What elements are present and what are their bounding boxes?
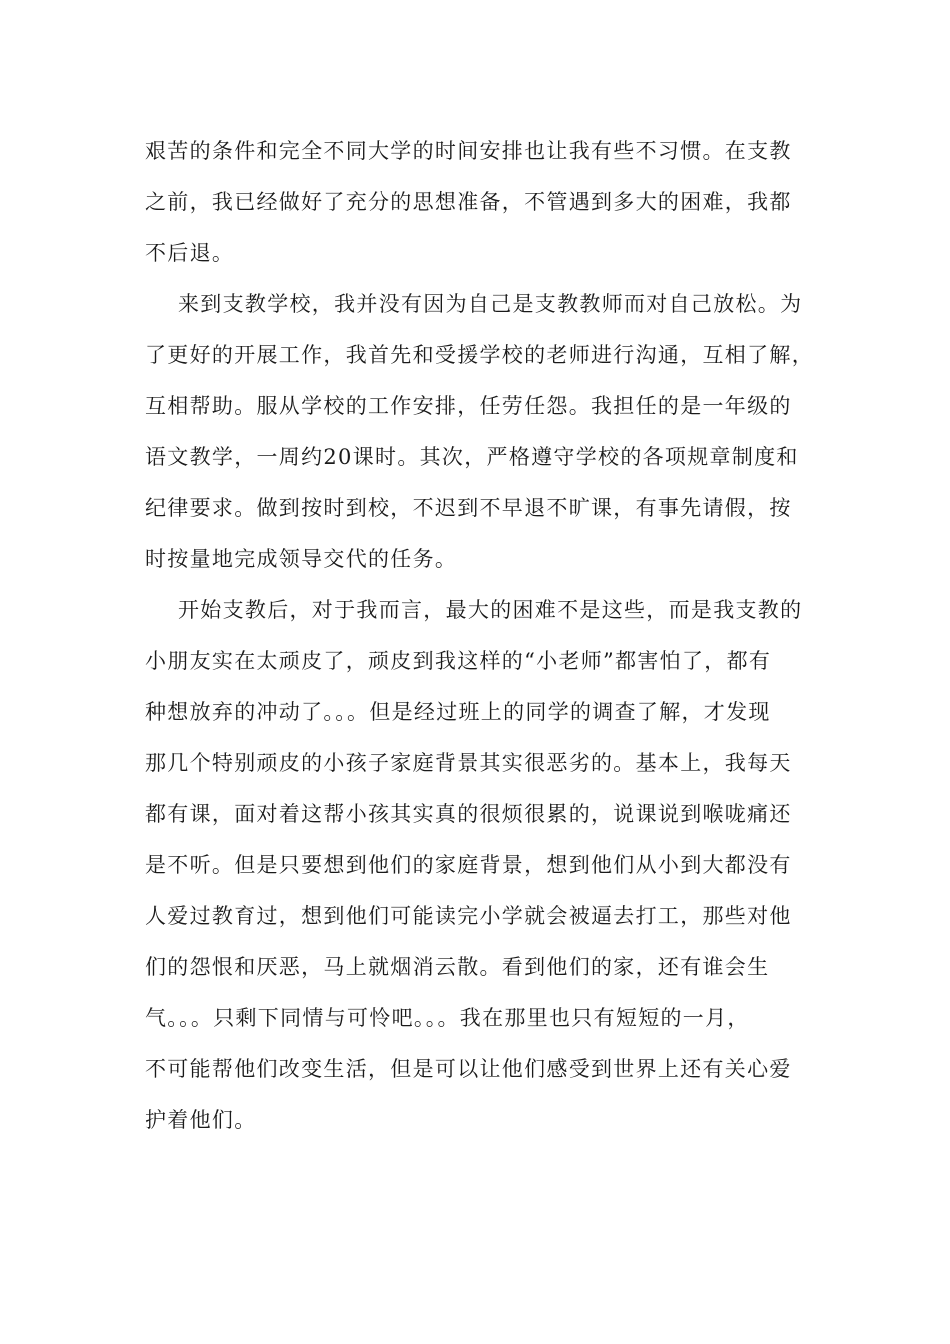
text-line: 那几个特别顽皮的小孩子家庭背景其实很恶劣的。基本上，我每天 (145, 751, 792, 775)
text-line: 种想放弃的冲动了。。。但是经过班上的同学的调查了解，才发现 (145, 700, 771, 724)
paragraph-3 (145, 585, 805, 1146)
text-line: 不后退。 (145, 241, 235, 265)
text-line: 都有课，面对着这帮小孩其实真的很烦很累的，说课说到喉咙痛还 (145, 802, 792, 826)
text-line: 护着他们。 (145, 1108, 257, 1132)
text-line: 们的怨恨和厌恶，马上就烟消云散。看到他们的家，还有谁会生 (145, 955, 770, 979)
document-body (145, 126, 814, 1146)
text-line: 气。。。只剩下同情与可怜吧。。。我在那里也只有短短的一月， (145, 1006, 750, 1030)
text-line: 语文教学，一周约20课时。其次，严格遵守学校的各项规章制度和 (145, 445, 799, 469)
text-line: 之前，我已经做好了充分的思想准备，不管遇到多大的困难，我都 (145, 190, 792, 214)
text-line: 互相帮助。服从学校的工作安排，任劳任怨。我担任的是一年级的 (145, 394, 792, 418)
paragraph-1 (145, 126, 805, 279)
text-line: 不可能帮他们改变生活，但是可以让他们感受到世界上还有关心爱 (145, 1057, 792, 1081)
text-line: 时按量地完成领导交代的任务。 (145, 547, 458, 571)
paragraph-2 (145, 279, 814, 585)
text-line: 纪律要求。做到按时到校，不迟到不早退不旷课，有事先请假，按 (145, 496, 792, 520)
text-line: 开始支教后，对于我而言，最大的困难不是这些，而是我支教的 (178, 598, 803, 622)
text-line: 来到支教学校，我并没有因为自己是支教教师而对自己放松。为 (178, 292, 803, 316)
text-line: 小朋友实在太顽皮了，顽皮到我这样的“小老师”都害怕了，都有 (145, 649, 772, 673)
text-line: 是不听。但是只要想到他们的家庭背景，想到他们从小到大都没有 (145, 853, 792, 877)
text-line: 艰苦的条件和完全不同大学的时间安排也让我有些不习惯。在支教 (145, 139, 792, 163)
text-line: 了更好的开展工作，我首先和受援学校的老师进行沟通，互相了解， (145, 343, 814, 367)
text-line: 人爱过教育过，想到他们可能读完小学就会被逼去打工，那些对他 (145, 904, 792, 928)
